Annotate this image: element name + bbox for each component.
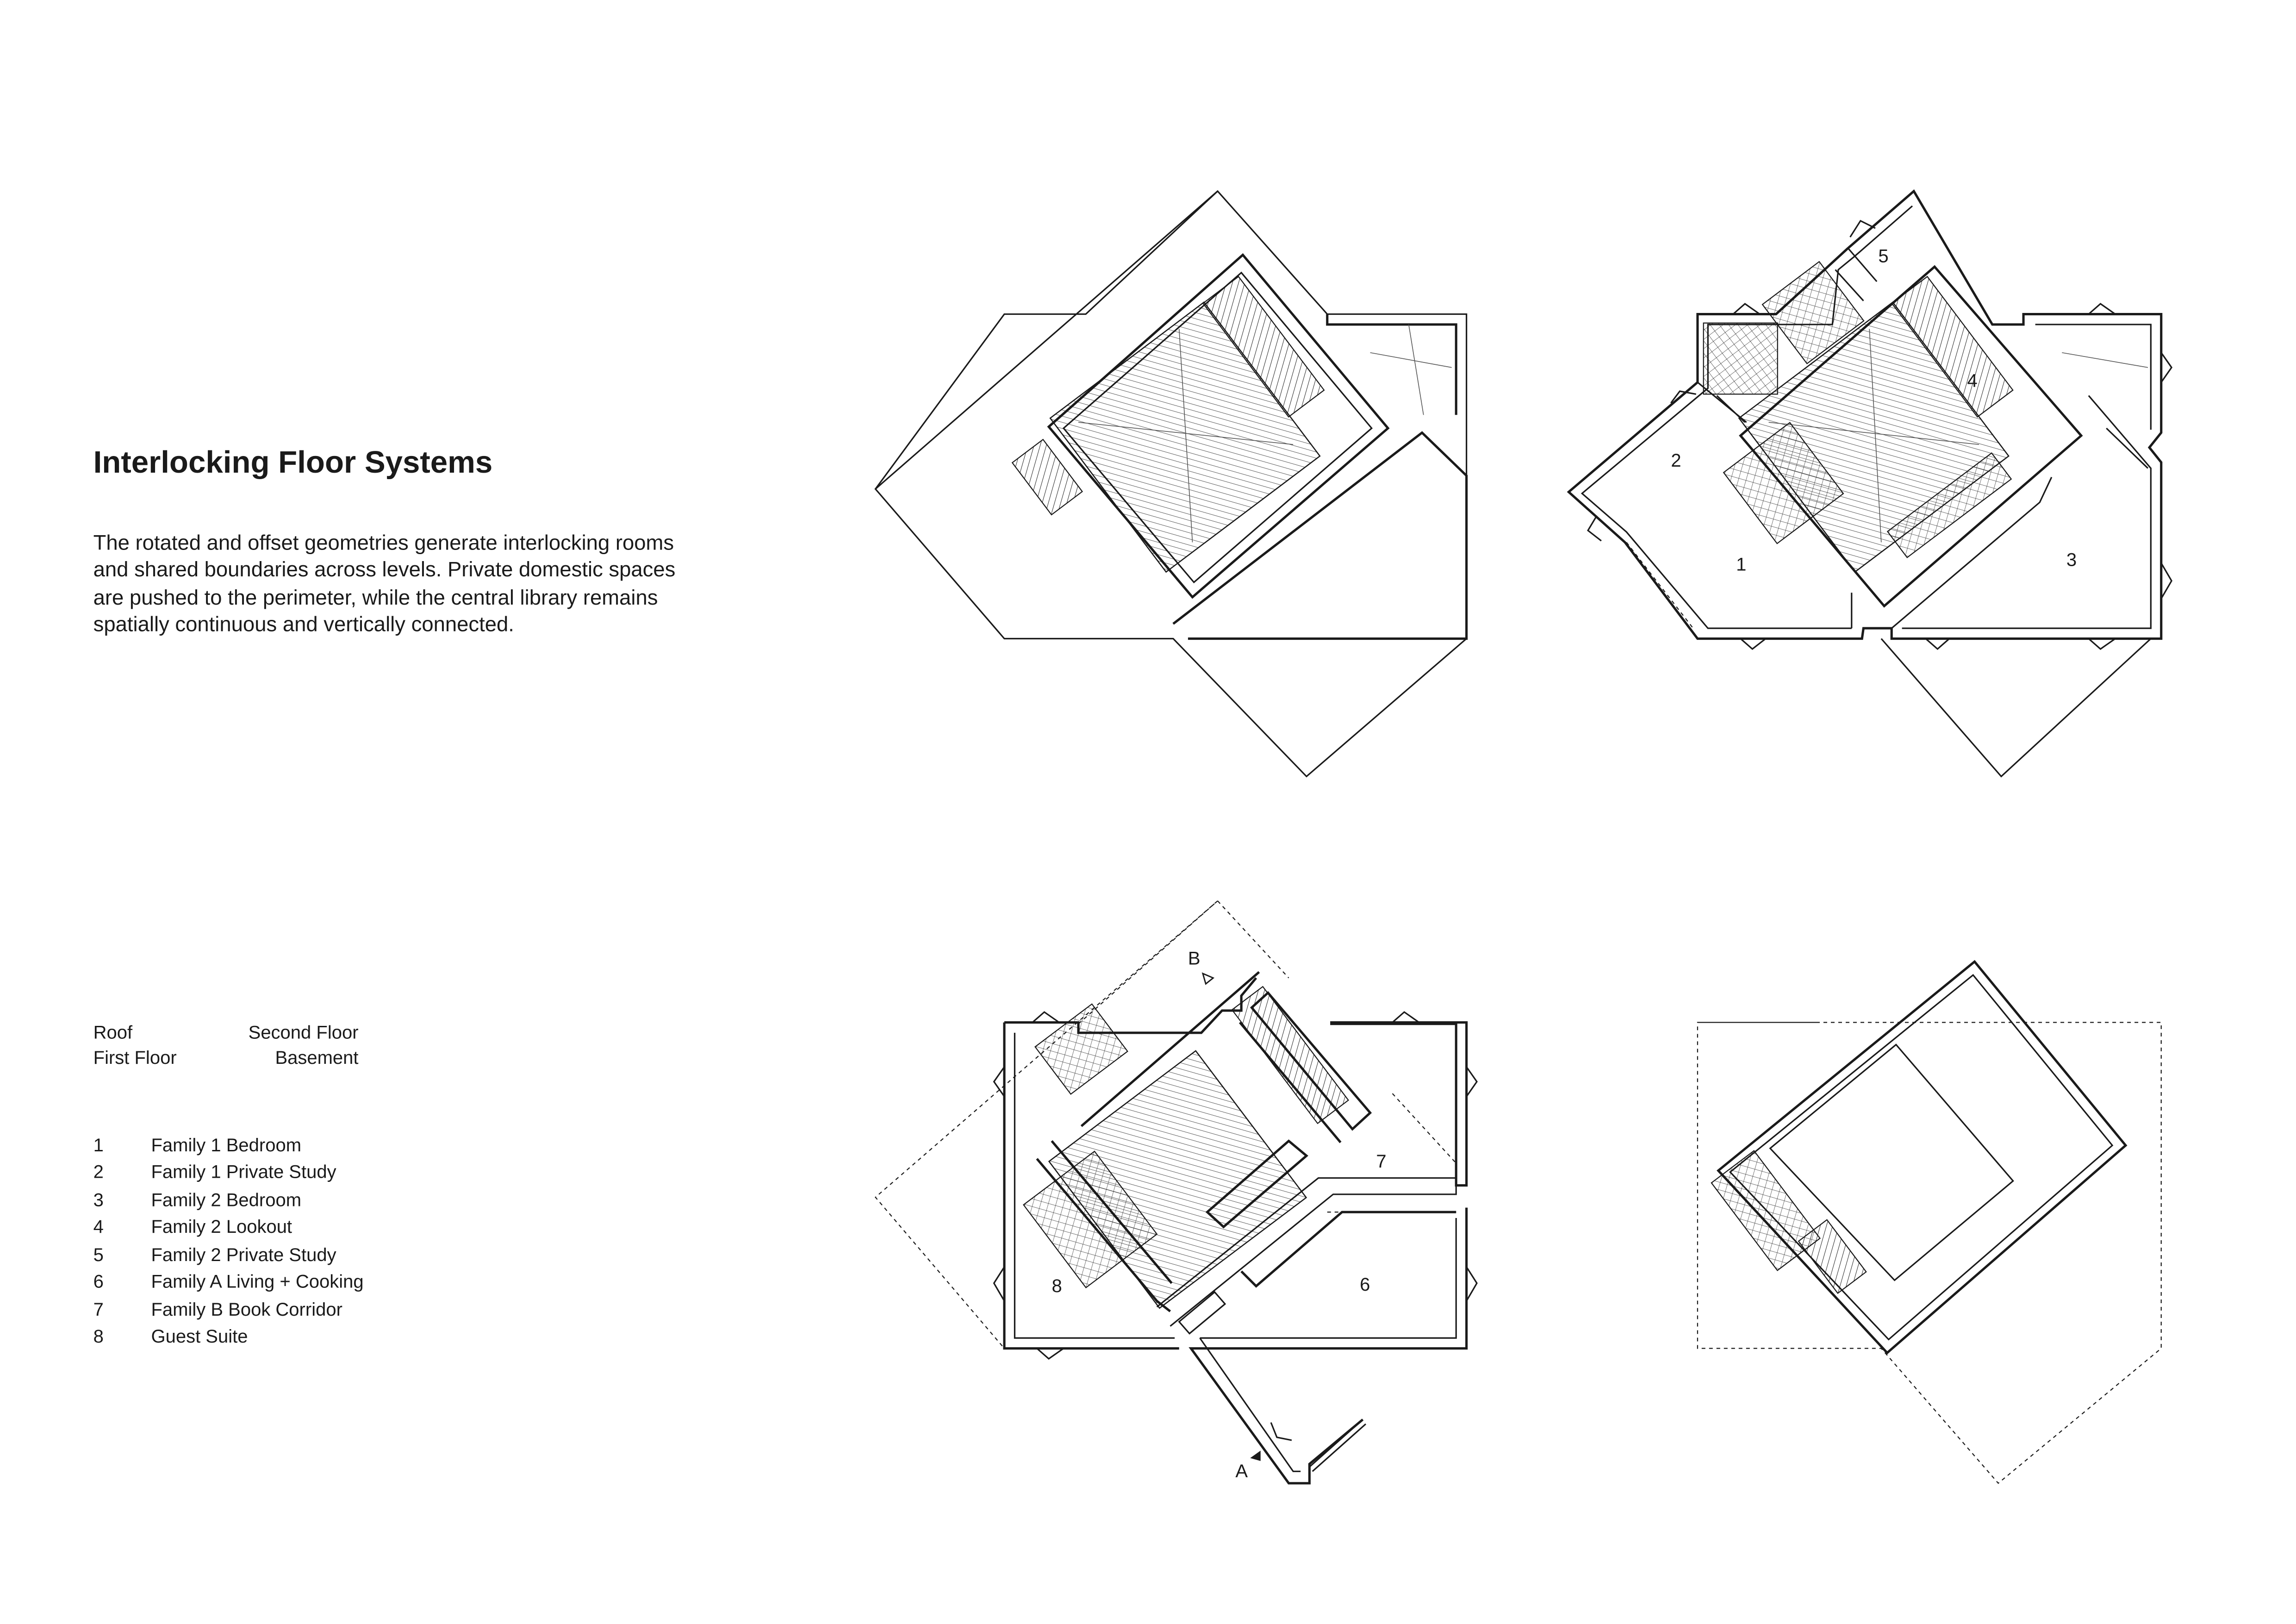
bay-window [1467,1067,1477,1097]
room-legend-number: 7 [93,1299,104,1320]
level-key-first-floor: First Floor [93,1048,177,1068]
bay-window [1741,639,1766,649]
room-legend [93,1135,364,1347]
bay-window [2089,639,2116,649]
room-label-2: 2 [1671,450,1681,471]
room-legend-name: Family 1 Bedroom [151,1135,302,1156]
room-legend-number: 4 [93,1217,104,1237]
first-floor-plan [876,901,1477,1483]
room-legend-number: 5 [93,1244,104,1265]
basement-inner-wall [1730,975,2112,1339]
bay-window [994,1267,1004,1301]
room-label-1: 1 [1736,554,1747,575]
room-legend-name: Family 2 Lookout [151,1217,292,1237]
basement-stair-grid [1711,1151,1820,1271]
room-legend-number: 2 [93,1162,104,1182]
first-floor-grid-room [1035,1004,1128,1094]
description-line: and shared boundaries across levels. Private domestic spaces [93,557,676,581]
entry-b-marker-icon [1203,974,1213,984]
room-legend-number: 1 [93,1135,104,1156]
study-2-grid [1704,323,1778,394]
room-label-6: 6 [1360,1274,1370,1295]
room-legend-name: Family 2 Private Study [151,1244,336,1265]
bay-window [1037,1349,1064,1359]
entry-a-marker-icon [1250,1451,1260,1461]
room-legend-name: Guest Suite [151,1326,248,1347]
room-legend-number: 8 [93,1326,104,1347]
room-legend-number: 3 [93,1190,104,1211]
second-floor-plan [1568,191,2172,776]
room-legend-name: Family B Book Corridor [151,1299,342,1320]
entry-label-b: B [1188,948,1201,969]
entry-label-a: A [1235,1461,1248,1482]
room-label-7: 7 [1376,1151,1387,1172]
description-line: are pushed to the perimeter, while the central library remains [93,585,658,609]
roof-skylight-small [1370,325,1452,415]
room-label-5: 5 [1878,246,1889,267]
bay-window [994,1067,1004,1097]
room-legend-number: 6 [93,1271,104,1292]
bay-window [1926,639,1949,649]
roof-plan [876,191,1467,776]
bay-window [2161,353,2172,382]
room-label-4: 4 [1967,370,1978,391]
roof-lower-stair [1012,439,1082,515]
second-floor-site-wedge [1881,639,2151,777]
room-label-3: 3 [2066,550,2077,570]
bay-window [1033,1012,1059,1022]
description-line: The rotated and offset geometries generate interlocking rooms [93,531,674,555]
entry-a-glazing [1309,1419,1366,1471]
room-legend-name: Family A Living + Cooking [151,1271,364,1292]
basement-plan [1698,962,2161,1483]
level-key-basement: Basement [275,1048,359,1068]
bay-window [2089,304,2116,314]
description-line: spatially continuous and vertically connected. [93,612,514,636]
bay-window [1393,1012,1419,1022]
level-key-second-floor: Second Floor [248,1022,359,1043]
room-legend-name: Family 1 Private Study [151,1162,336,1182]
bay-window [1733,304,1760,314]
room-legend-name: Family 2 Bedroom [151,1190,302,1211]
room-label-8: 8 [1052,1276,1062,1297]
second-floor-skylight-line [2062,353,2148,368]
level-key-roof: Roof [93,1022,133,1043]
description [93,531,676,636]
bay-window [2161,563,2172,599]
page-title: Interlocking Floor Systems [93,445,493,480]
level-key [93,1023,359,1068]
bay-window [1467,1267,1477,1301]
bay-window [1271,1423,1292,1440]
